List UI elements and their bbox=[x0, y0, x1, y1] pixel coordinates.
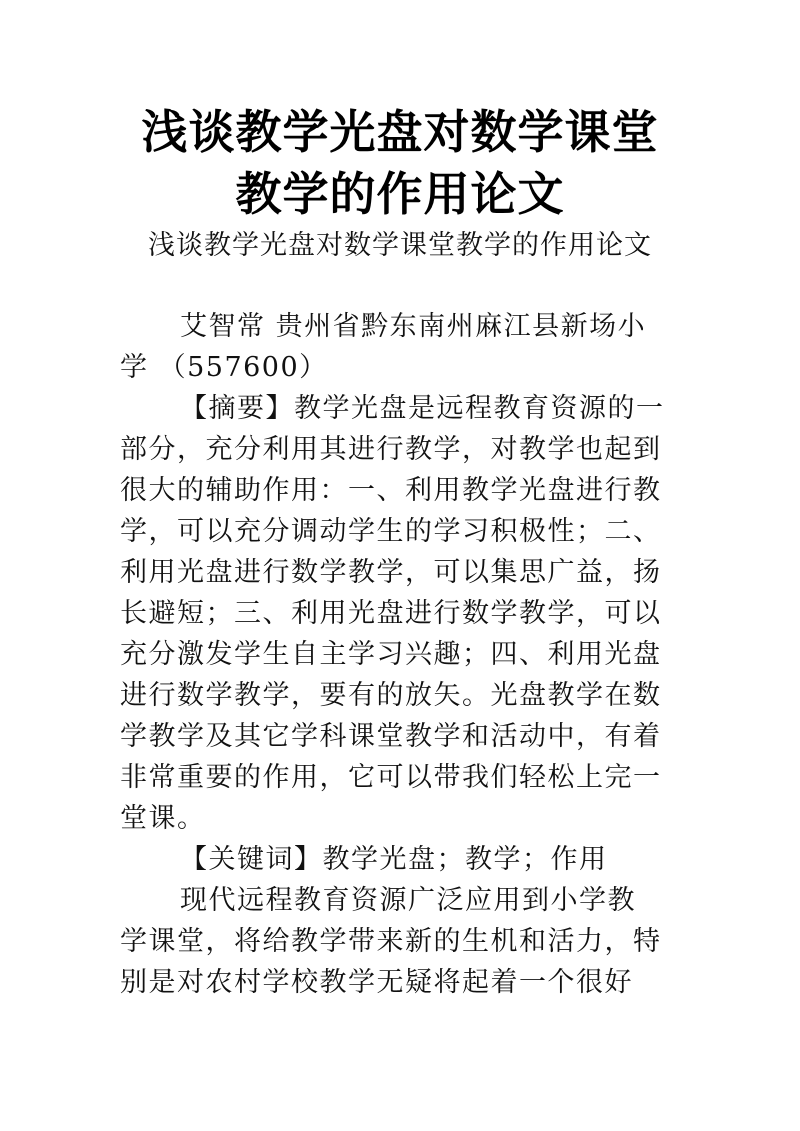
document-title-line-1: 浅谈教学光盘对数学课堂 bbox=[141, 105, 659, 159]
abstract-line: 利用光盘进行数学教学，可以集思广益，扬 bbox=[120, 557, 662, 588]
abstract-line: 学，可以充分调动学生的学习积极性；二、 bbox=[120, 516, 662, 547]
abstract-line: 学教学及其它学科课堂教学和活动中，有着 bbox=[120, 721, 662, 752]
abstract-line: 长避短；三、利用光盘进行数学教学，可以 bbox=[120, 598, 662, 629]
abstract-line: 部分，充分利用其进行教学，对教学也起到 bbox=[120, 434, 662, 465]
document-body bbox=[120, 306, 690, 1003]
author-postcode-line: 学 （557600） bbox=[120, 352, 328, 383]
abstract-line: 堂课。 bbox=[120, 803, 206, 834]
keywords-line: 【关键词】教学光盘；教学；作用 bbox=[180, 844, 608, 875]
body-paragraph-line: 学课堂，将给教学带来新的生机和活力，特 bbox=[120, 926, 662, 957]
document-title-line-2: 教学的作用论文 bbox=[235, 167, 565, 221]
document-subtitle: 浅谈教学光盘对数学课堂教学的作用论文 bbox=[148, 230, 652, 261]
abstract-line: 充分激发学生自主学习兴趣；四、利用光盘 bbox=[120, 639, 662, 670]
abstract-line: 很大的辅助作用：一、利用教学光盘进行教 bbox=[120, 475, 662, 506]
body-paragraph-line: 现代远程教育资源广泛应用到小学教 bbox=[180, 885, 636, 916]
author-line: 艾智常 贵州省黔东南州麻江县新场小 bbox=[180, 311, 647, 342]
body-paragraph-line: 别是对农村学校教学无疑将起着一个很好 bbox=[120, 967, 633, 998]
abstract-line: 非常重要的作用，它可以带我们轻松上完一 bbox=[120, 762, 662, 793]
abstract-line: 【摘要】教学光盘是远程教育资源的一 bbox=[180, 393, 665, 424]
abstract-line: 进行数学教学，要有的放矢。光盘教学在数 bbox=[120, 680, 662, 711]
